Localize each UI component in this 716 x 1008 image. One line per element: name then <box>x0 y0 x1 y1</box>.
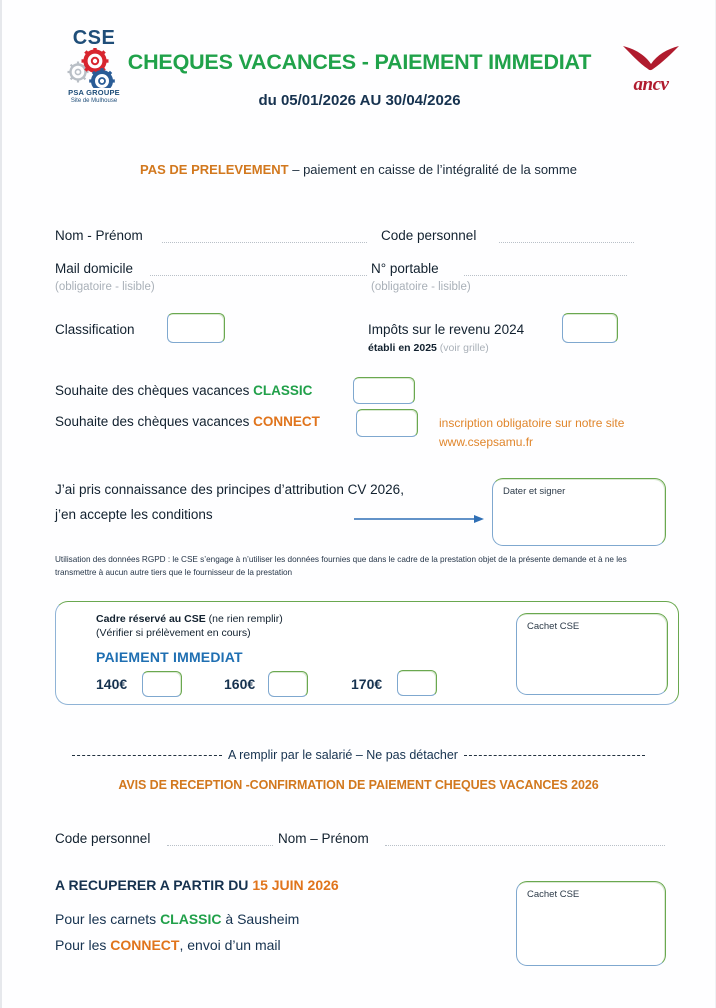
notice-highlight: PAS DE PRELEVEMENT <box>140 162 289 177</box>
cse-logo-org: PSA GROUPE <box>68 88 120 97</box>
label-nom-prenom: Nom - Prénom <box>55 228 143 243</box>
label-impots-sub <box>368 342 489 354</box>
separator-dash-right <box>464 755 645 756</box>
connect-word: CONNECT <box>253 414 320 429</box>
amount-label-170: 170€ <box>351 676 383 692</box>
pickup-date-value: 15 JUIN 2026 <box>252 877 339 893</box>
receipt-pickup-date <box>55 877 339 893</box>
no-direct-debit-notice <box>2 162 715 177</box>
classic-prefix: Souhaite des chèques vacances <box>55 383 254 398</box>
receipt-classic-line <box>55 911 299 927</box>
label-classification: Classification <box>55 322 135 337</box>
cachet-cse-label-bottom: Cachet CSE <box>527 889 580 900</box>
separator-dash-left <box>72 755 222 756</box>
ancv-bird-icon <box>607 42 695 72</box>
input-connect[interactable] <box>356 409 418 437</box>
label-classic-request <box>55 383 312 398</box>
ancv-logo <box>607 42 695 95</box>
conditions-line-1: J’ai pris connaissance des principes d’attribution CV 2026, <box>55 482 404 497</box>
cse-panel-heading: PAIEMENT IMMEDIAT <box>96 649 243 665</box>
cse-logo-text: CSE <box>72 27 116 49</box>
amount-label-160: 160€ <box>224 676 256 692</box>
checkbox-amount-160[interactable] <box>268 671 308 697</box>
receipt-title: AVIS DE RECEPTION -CONFIRMATION DE PAIEMENT CHEQUES VACANCES 2026 <box>118 778 599 792</box>
receipt-label-code-personnel: Code personnel <box>55 831 151 846</box>
leader-mail-domicile[interactable] <box>150 275 367 276</box>
cachet-cse-box-top[interactable] <box>516 613 668 695</box>
ancv-logo-text: ancv <box>633 74 669 95</box>
cse-panel-title <box>96 613 283 625</box>
receipt-connect-suffix: , envoi d’un mail <box>179 937 281 953</box>
input-classification[interactable] <box>167 313 225 343</box>
receipt-leader-nom-prenom[interactable] <box>385 845 665 846</box>
arrow-to-signature-icon <box>354 512 484 524</box>
receipt-connect-line <box>55 937 281 953</box>
receipt-carnets-suffix: à Sausheim <box>221 911 300 927</box>
cse-panel-title-bold: Cadre réservé au CSE <box>96 613 209 625</box>
inscription-note-line1: inscription obligatoire sur notre site <box>439 416 625 430</box>
cse-reserved-panel <box>55 601 679 705</box>
impots-sub-bold: établi en 2025 <box>368 342 440 354</box>
cachet-cse-label-top: Cachet CSE <box>527 621 580 632</box>
checkbox-amount-140[interactable] <box>142 671 182 697</box>
receipt-connect-prefix: Pour les <box>55 937 111 953</box>
inscription-note-website[interactable]: www.csepsamu.fr <box>439 435 534 449</box>
cse-logo-site: Site de Mulhouse <box>70 98 118 104</box>
receipt-connect-word: CONNECT <box>110 937 180 953</box>
cse-panel-title-norm: (ne rien remplir) <box>208 613 283 625</box>
hint-numero-portable: (obligatoire - lisible) <box>371 281 471 293</box>
label-connect-request <box>55 414 320 429</box>
connect-prefix: Souhaite des chèques vacances <box>55 414 254 429</box>
separator-text: A remplir par le salarié – Ne pas détacher <box>228 748 458 762</box>
document-header <box>2 0 715 130</box>
label-impots: Impôts sur le revenu 2024 <box>368 322 525 337</box>
conditions-line-2: j’en accepte les conditions <box>55 507 213 522</box>
cachet-cse-box-bottom[interactable] <box>516 881 666 966</box>
notice-rest: – paiement en caisse de l’intégralité de la somme <box>288 162 577 177</box>
impots-sub-grey: (voir grille) <box>439 342 489 354</box>
cse-panel-subtitle: (Vérifier si prélèvement en cours) <box>96 627 251 639</box>
receipt-carnets-prefix: Pour les carnets <box>55 911 161 927</box>
receipt-leader-code-personnel[interactable] <box>167 845 273 846</box>
detach-separator <box>72 748 645 762</box>
leader-nom-prenom[interactable] <box>162 242 367 243</box>
pickup-prefix: A RECUPERER A PARTIR DU <box>55 877 253 893</box>
label-numero-portable: N° portable <box>371 261 439 276</box>
input-classic[interactable] <box>353 377 415 404</box>
label-code-personnel: Code personnel <box>381 228 477 243</box>
leader-code-personnel[interactable] <box>499 242 634 243</box>
hint-mail-domicile: (obligatoire - lisible) <box>55 281 155 293</box>
rgpd-notice: Utilisation des données RGPD : le CSE s’engage à n’utiliser les données fournies que dans le cadre de la prestation objet de la présente demande et à ne les transmettre à aucun autre tiers que le fournisseur de la prestation <box>55 555 627 577</box>
input-impots[interactable] <box>562 313 618 343</box>
receipt-label-nom-prenom: Nom – Prénom <box>278 831 369 846</box>
classic-word: CLASSIC <box>253 383 313 398</box>
checkbox-amount-170[interactable] <box>397 670 437 696</box>
inscription-note <box>439 414 624 452</box>
leader-numero-portable[interactable] <box>464 275 627 276</box>
page-subtitle: du 05/01/2026 AU 30/04/2026 <box>258 92 461 109</box>
signature-box-label: Dater et signer <box>503 486 566 497</box>
page-title: CHEQUES VACANCES - PAIEMENT IMMEDIAT <box>127 50 592 74</box>
label-mail-domicile: Mail domicile <box>55 261 134 276</box>
signature-box[interactable] <box>492 478 666 546</box>
amount-label-140: 140€ <box>96 676 128 692</box>
receipt-classic-word: CLASSIC <box>160 911 222 927</box>
